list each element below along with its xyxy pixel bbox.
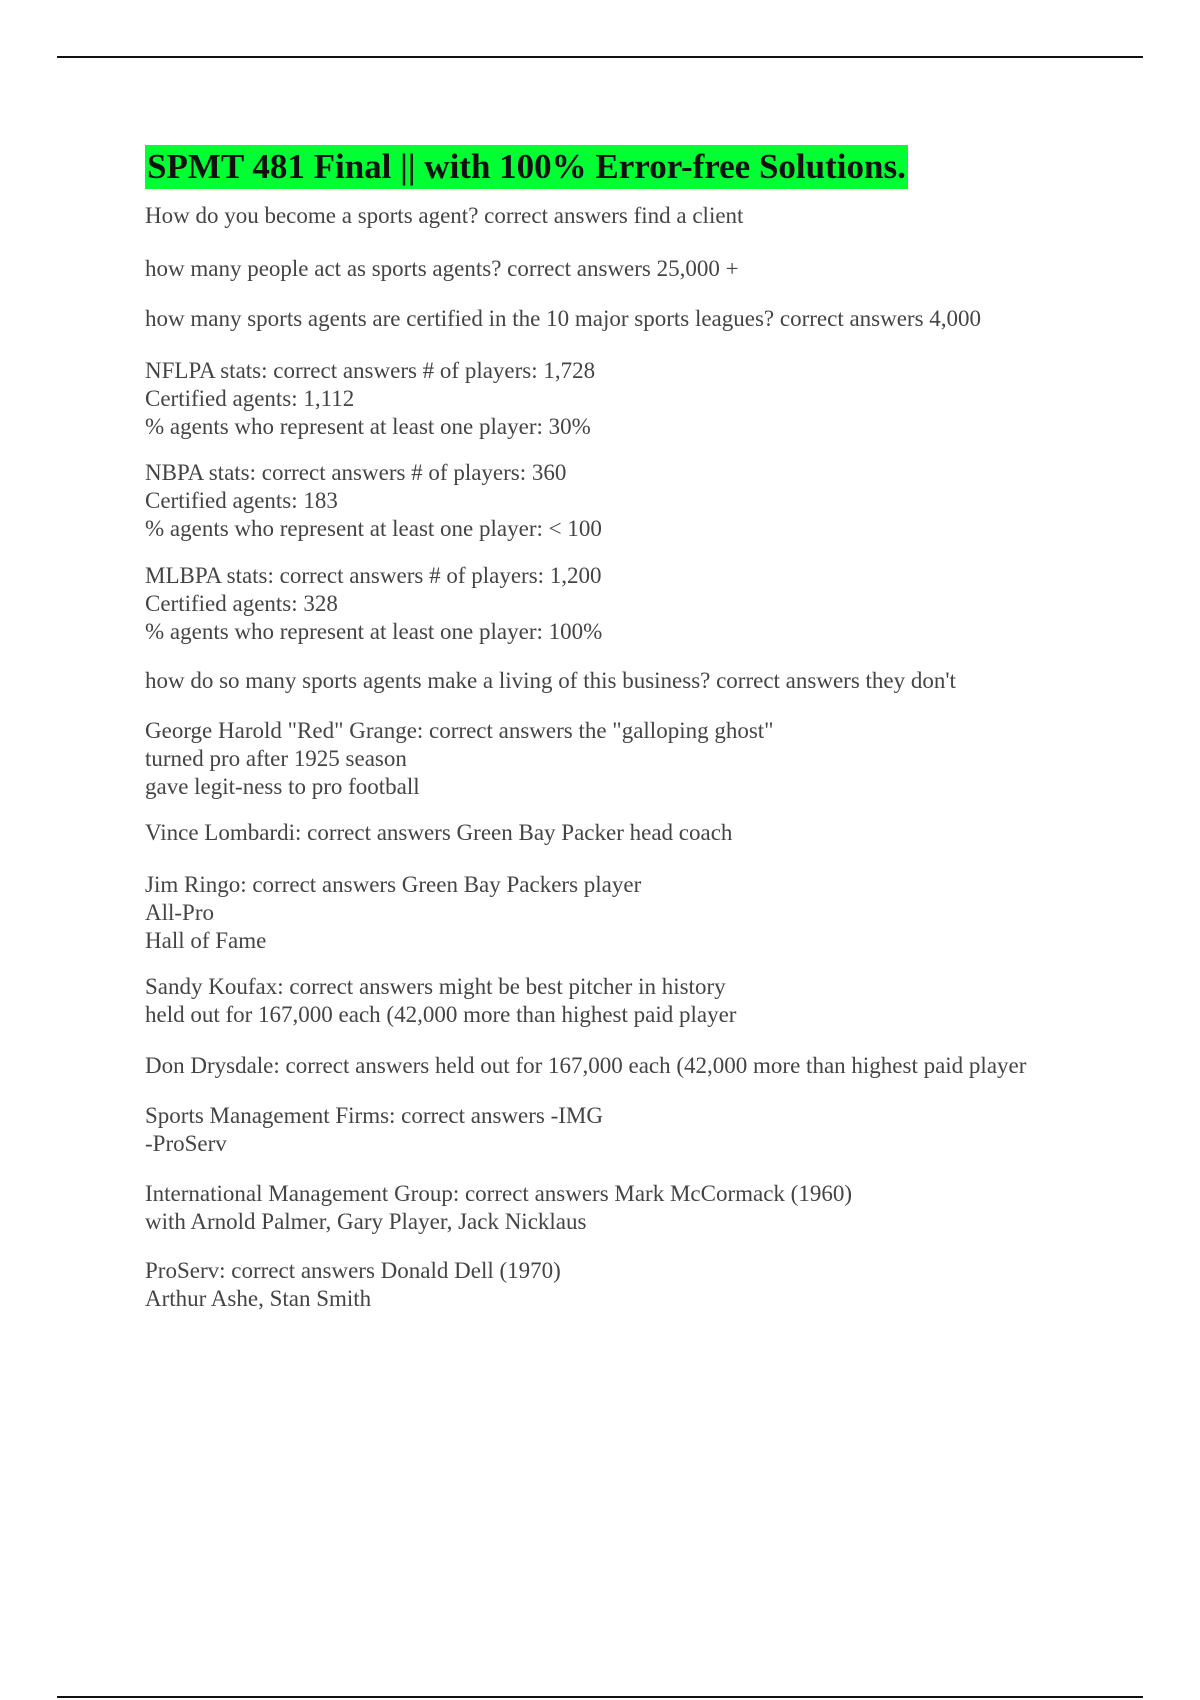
qa-answer-line: Certified agents: 1,112 <box>145 386 355 411</box>
qa-answer-line: Arthur Ashe, Stan Smith <box>145 1286 372 1311</box>
qa-entry <box>145 255 739 283</box>
qa-entry <box>145 1180 852 1236</box>
qa-answer-line: % agents who represent at least one player: < 100 <box>145 516 602 541</box>
qa-answer-line: -ProServ <box>145 1131 227 1156</box>
qa-answer-line: % agents who represent at least one player: 100% <box>145 619 603 644</box>
qa-answer-line: turned pro after 1925 season <box>145 746 407 771</box>
qa-question-line: NBPA stats: correct answers # of players: 360 <box>145 460 567 485</box>
qa-entry <box>145 562 602 646</box>
qa-entry <box>145 357 595 441</box>
qa-answer-line: Hall of Fame <box>145 928 267 953</box>
qa-question-line: How do you become a sports agent? correct answers find a client <box>145 203 744 228</box>
qa-entry <box>145 717 774 801</box>
qa-entry <box>145 871 641 955</box>
page-title: SPMT 481 Final || with 100% Error-free Solutions. <box>145 145 908 189</box>
header-rule <box>57 56 1143 58</box>
qa-answer-line: Certified agents: 328 <box>145 591 338 616</box>
qa-entry <box>145 667 956 695</box>
qa-entry <box>145 202 743 230</box>
qa-question-line: Vince Lombardi: correct answers Green Bay Packer head coach <box>145 820 733 845</box>
qa-answer-line: % agents who represent at least one player: 30% <box>145 414 591 439</box>
qa-entry <box>145 1052 1026 1080</box>
qa-answer-line: held out for 167,000 each (42,000 more than highest paid player <box>145 1002 737 1027</box>
qa-question-line: ProServ: correct answers Donald Dell (1970) <box>145 1258 561 1283</box>
qa-question-line: Jim Ringo: correct answers Green Bay Packers player <box>145 872 642 897</box>
qa-entry <box>145 973 736 1029</box>
qa-entry <box>145 819 732 847</box>
qa-answer-line: gave legit-ness to pro football <box>145 774 420 799</box>
qa-question-line: how do so many sports agents make a living of this business? correct answers they don't <box>145 668 956 693</box>
qa-answer-line: Certified agents: 183 <box>145 488 338 513</box>
qa-question-line: Sandy Koufax: correct answers might be best pitcher in history <box>145 974 726 999</box>
qa-entry <box>145 1257 561 1313</box>
qa-question-line: how many people act as sports agents? correct answers 25,000 + <box>145 256 739 281</box>
qa-entry <box>145 1102 603 1158</box>
footer-rule <box>57 1696 1143 1698</box>
document-body <box>145 145 1145 1311</box>
qa-entry <box>145 305 981 333</box>
qa-entry <box>145 459 602 543</box>
qa-question-line: NFLPA stats: correct answers # of players: 1,728 <box>145 358 596 383</box>
qa-question-line: how many sports agents are certified in the 10 major sports leagues? correct answers 4,000 <box>145 306 982 331</box>
qa-answer-line: with Arnold Palmer, Gary Player, Jack Nicklaus <box>145 1209 587 1234</box>
qa-question-line: MLBPA stats: correct answers # of players: 1,200 <box>145 563 602 588</box>
qa-answer-line: All-Pro <box>145 900 214 925</box>
qa-question-line: Sports Management Firms: correct answers -IMG <box>145 1103 603 1128</box>
qa-question-line: George Harold "Red" Grange: correct answers the "galloping ghost" <box>145 718 774 743</box>
qa-question-line: International Management Group: correct answers Mark McCormack (1960) <box>145 1181 853 1206</box>
qa-question-line: Don Drysdale: correct answers held out for 167,000 each (42,000 more than highest paid player <box>145 1053 1027 1078</box>
